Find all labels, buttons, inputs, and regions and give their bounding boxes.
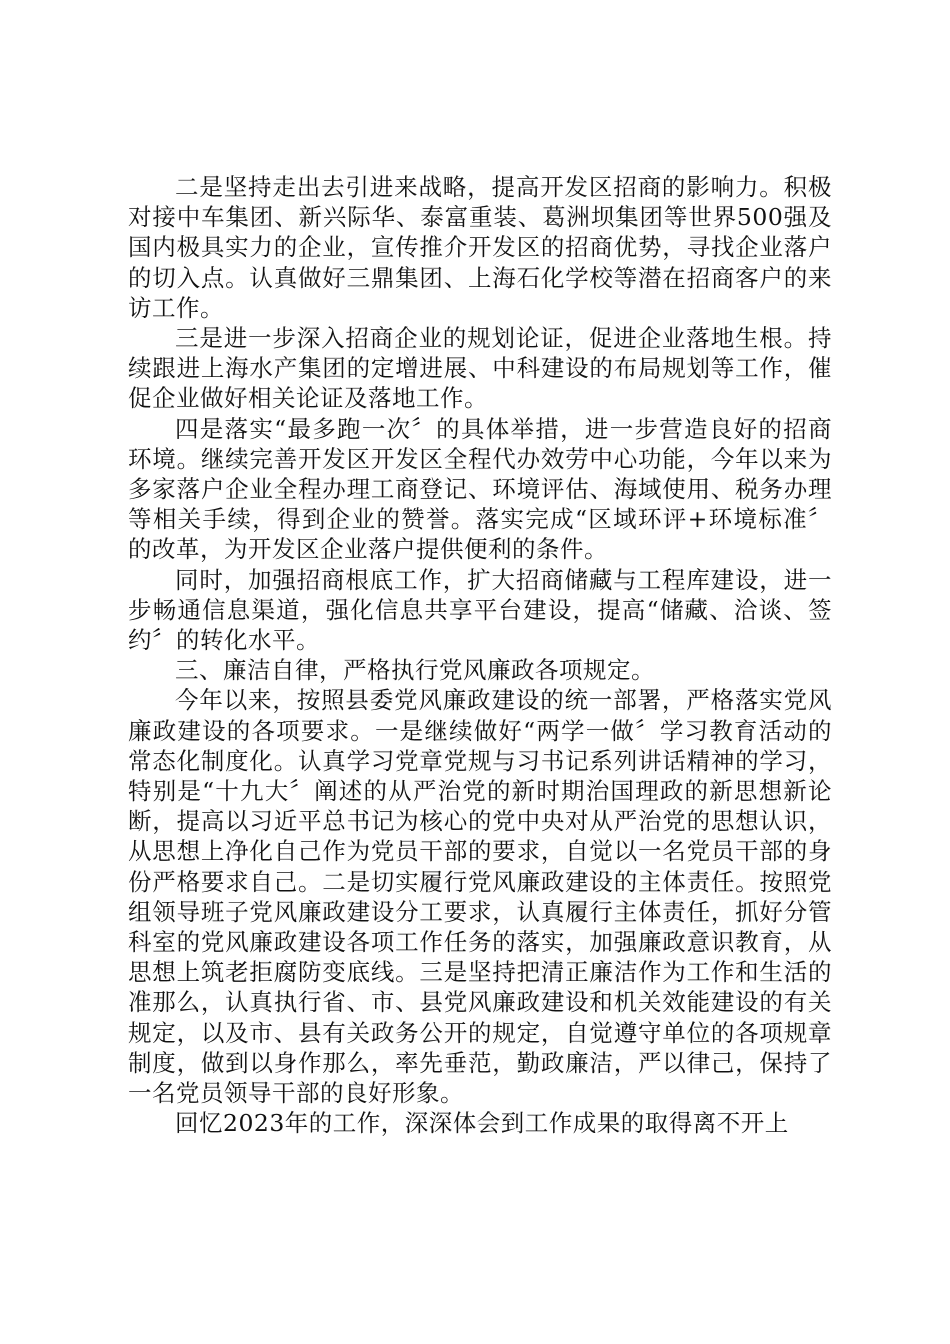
document-body	[128, 172, 832, 1139]
section-heading-integrity: 三、廉洁自律，严格执行党风廉政各项规定。	[175, 656, 655, 685]
paragraph-business-environment: 四是落实“最多跑一次〞的具体举措，进一步营造良好的招商环境。继续完善开发区开发区全程代办效劳中心功能，今年以来为多家落户企业全程办理工商登记、环境评估、海域使用、税务办理等相关手续，得到企业的赞誉。落实完成“区域环评+环境标准〞的改革，为开发区企业落户提供便利的条件。	[128, 414, 832, 564]
paragraph-investment-strategy: 二是坚持走出去引进来战略，提高开发区招商的影响力。积极对接中车集团、新兴际华、泰富重装、葛洲坝集团等世界500强及国内极具实力的企业，宣传推介开发区的招商优势，寻找企业落户的切入点。认真做好三鼎集团、上海石化学校等潜在招商客户的来访工作。	[128, 173, 832, 322]
paragraph-planning-verification: 三是进一步深入招商企业的规划论证，促进企业落地生根。持续跟进上海水产集团的定增进展、中科建设的布局规划等工作，催促企业做好相关论证及落地工作。	[128, 324, 832, 413]
paragraph-review-2023: 回忆2023年的工作，深深体会到工作成果的取得离不开上	[175, 1109, 789, 1138]
paragraph-foundation-work: 同时，加强招商根底工作，扩大招商储藏与工程库建设，进一步畅通信息渠道，强化信息共享平台建设，提高“储藏、洽谈、签约〞的转化水平。	[128, 565, 832, 655]
paragraph-integrity-details: 今年以来，按照县委党风廉政建设的统一部署，严格落实党风廉政建设的各项要求。一是继续做好“两学一做〞学习教育活动的常态化制度化。认真学习党章党规与习书记系列讲话精神的学习，特别是“十九大〞阐述的从严治党的新时期治国理政的新思想新论断，提高以习近平总书记为核心的党中央对从严治党的思想认识，从思想上净化自己作为党员干部的要求，自觉以一名党员干部的身份严格要求自己。二是切实履行党风廉政建设的主体责任。按照党组领导班子党风廉政建设分工要求，认真履行主体责任，抓好分管科室的党风廉政建设各项工作任务的落实，加强廉政意识教育，从思想上筑老拒腐防变底线。三是坚持把清正廉洁作为工作和生活的准那么，认真执行省、市、县党风廉政建设和机关效能建设的有关规定，以及市、县有关政务公开的规定，自觉遵守单位的各项规章制度，做到以身作那么，率先垂范，勤政廉洁，严以律己，保持了一名党员领导干部的良好形象。	[128, 686, 832, 1108]
